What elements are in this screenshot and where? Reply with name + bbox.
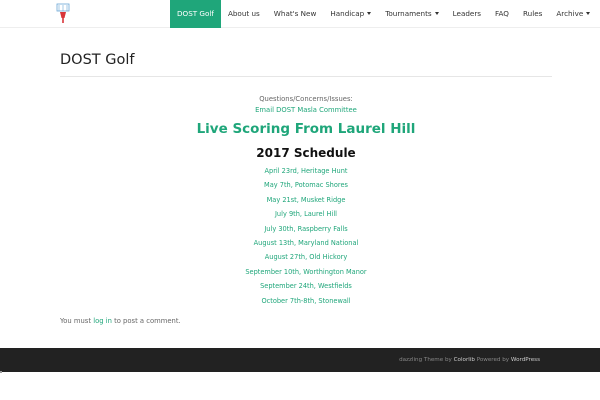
golf-logo-icon[interactable]: [55, 3, 71, 24]
caret-down-icon: [435, 12, 439, 15]
title-divider: [60, 76, 552, 77]
schedule-item[interactable]: August 13th, Maryland National: [253, 238, 359, 247]
schedule-item[interactable]: July 9th, Laurel Hill: [274, 210, 337, 219]
schedule-item[interactable]: May 21st, Musket Ridge: [266, 195, 346, 204]
nav-item-dost-golf[interactable]: [170, 0, 221, 28]
caret-down-icon: [367, 12, 371, 15]
schedule-item[interactable]: August 27th, Old Hickory: [264, 253, 348, 262]
nav-item-faq[interactable]: [488, 0, 516, 28]
schedule-item[interactable]: May 7th, Potomac Shores: [264, 181, 348, 190]
nav-item-about-us[interactable]: [221, 0, 267, 28]
nav-item-label: What's New: [273, 9, 317, 18]
nav-item-label: Handicap: [330, 9, 365, 18]
schedule-heading: 2017 Schedule: [256, 146, 356, 160]
nav-item-label: Tournaments: [385, 9, 432, 18]
colorlib-link[interactable]: Colorlib: [453, 357, 475, 363]
top-navbar: [0, 0, 600, 28]
schedule-item[interactable]: September 24th, Westfields: [260, 282, 352, 291]
nav-item-label: FAQ: [495, 9, 509, 18]
comment-suffix: to post a comment.: [114, 317, 181, 325]
nav-item-handicap[interactable]: [323, 0, 378, 28]
credit-powered: Powered by: [476, 357, 510, 363]
footer-credit: [399, 348, 540, 372]
nav-item-archive[interactable]: [549, 0, 597, 28]
credit-by: by: [444, 357, 452, 363]
caret-down-icon: [586, 12, 590, 15]
theme-name: dazzling Theme: [399, 357, 444, 363]
schedule-list: [60, 165, 552, 309]
page-corner-mark: [0, 371, 2, 373]
wordpress-link[interactable]: WordPress: [510, 357, 540, 363]
nav-item-leaders[interactable]: [446, 0, 488, 28]
nav-item-rules[interactable]: [516, 0, 549, 28]
nav-item-label: About us: [227, 9, 260, 18]
nav-item-label: Leaders: [452, 9, 482, 18]
comment-prefix: You must: [60, 317, 92, 325]
schedule-item[interactable]: July 30th, Raspberry Falls: [264, 224, 348, 233]
page-title: DOST Golf: [60, 52, 135, 68]
nav-item-label: Archive: [556, 9, 584, 18]
schedule-item[interactable]: April 23rd, Heritage Hunt: [264, 167, 348, 175]
live-scoring-link[interactable]: Live Scoring From Laurel Hill: [196, 121, 416, 137]
nav-item-label: Rules: [522, 9, 543, 18]
email-committee-link[interactable]: Email DOST Masla Committee: [255, 106, 357, 114]
nav-item-tournaments[interactable]: [378, 0, 445, 28]
login-link[interactable]: log in: [93, 317, 112, 325]
schedule-item[interactable]: October 7th-8th, Stonewall: [261, 296, 351, 305]
comment-login-note: [60, 317, 181, 325]
main-nav: [170, 0, 597, 28]
nav-item-what-s-new[interactable]: [267, 0, 324, 28]
site-footer: [0, 348, 600, 372]
schedule-item[interactable]: September 10th, Worthington Manor: [245, 267, 367, 276]
nav-item-label: DOST Golf: [177, 9, 214, 18]
questions-text: Questions/Concerns/Issues:: [259, 95, 353, 103]
